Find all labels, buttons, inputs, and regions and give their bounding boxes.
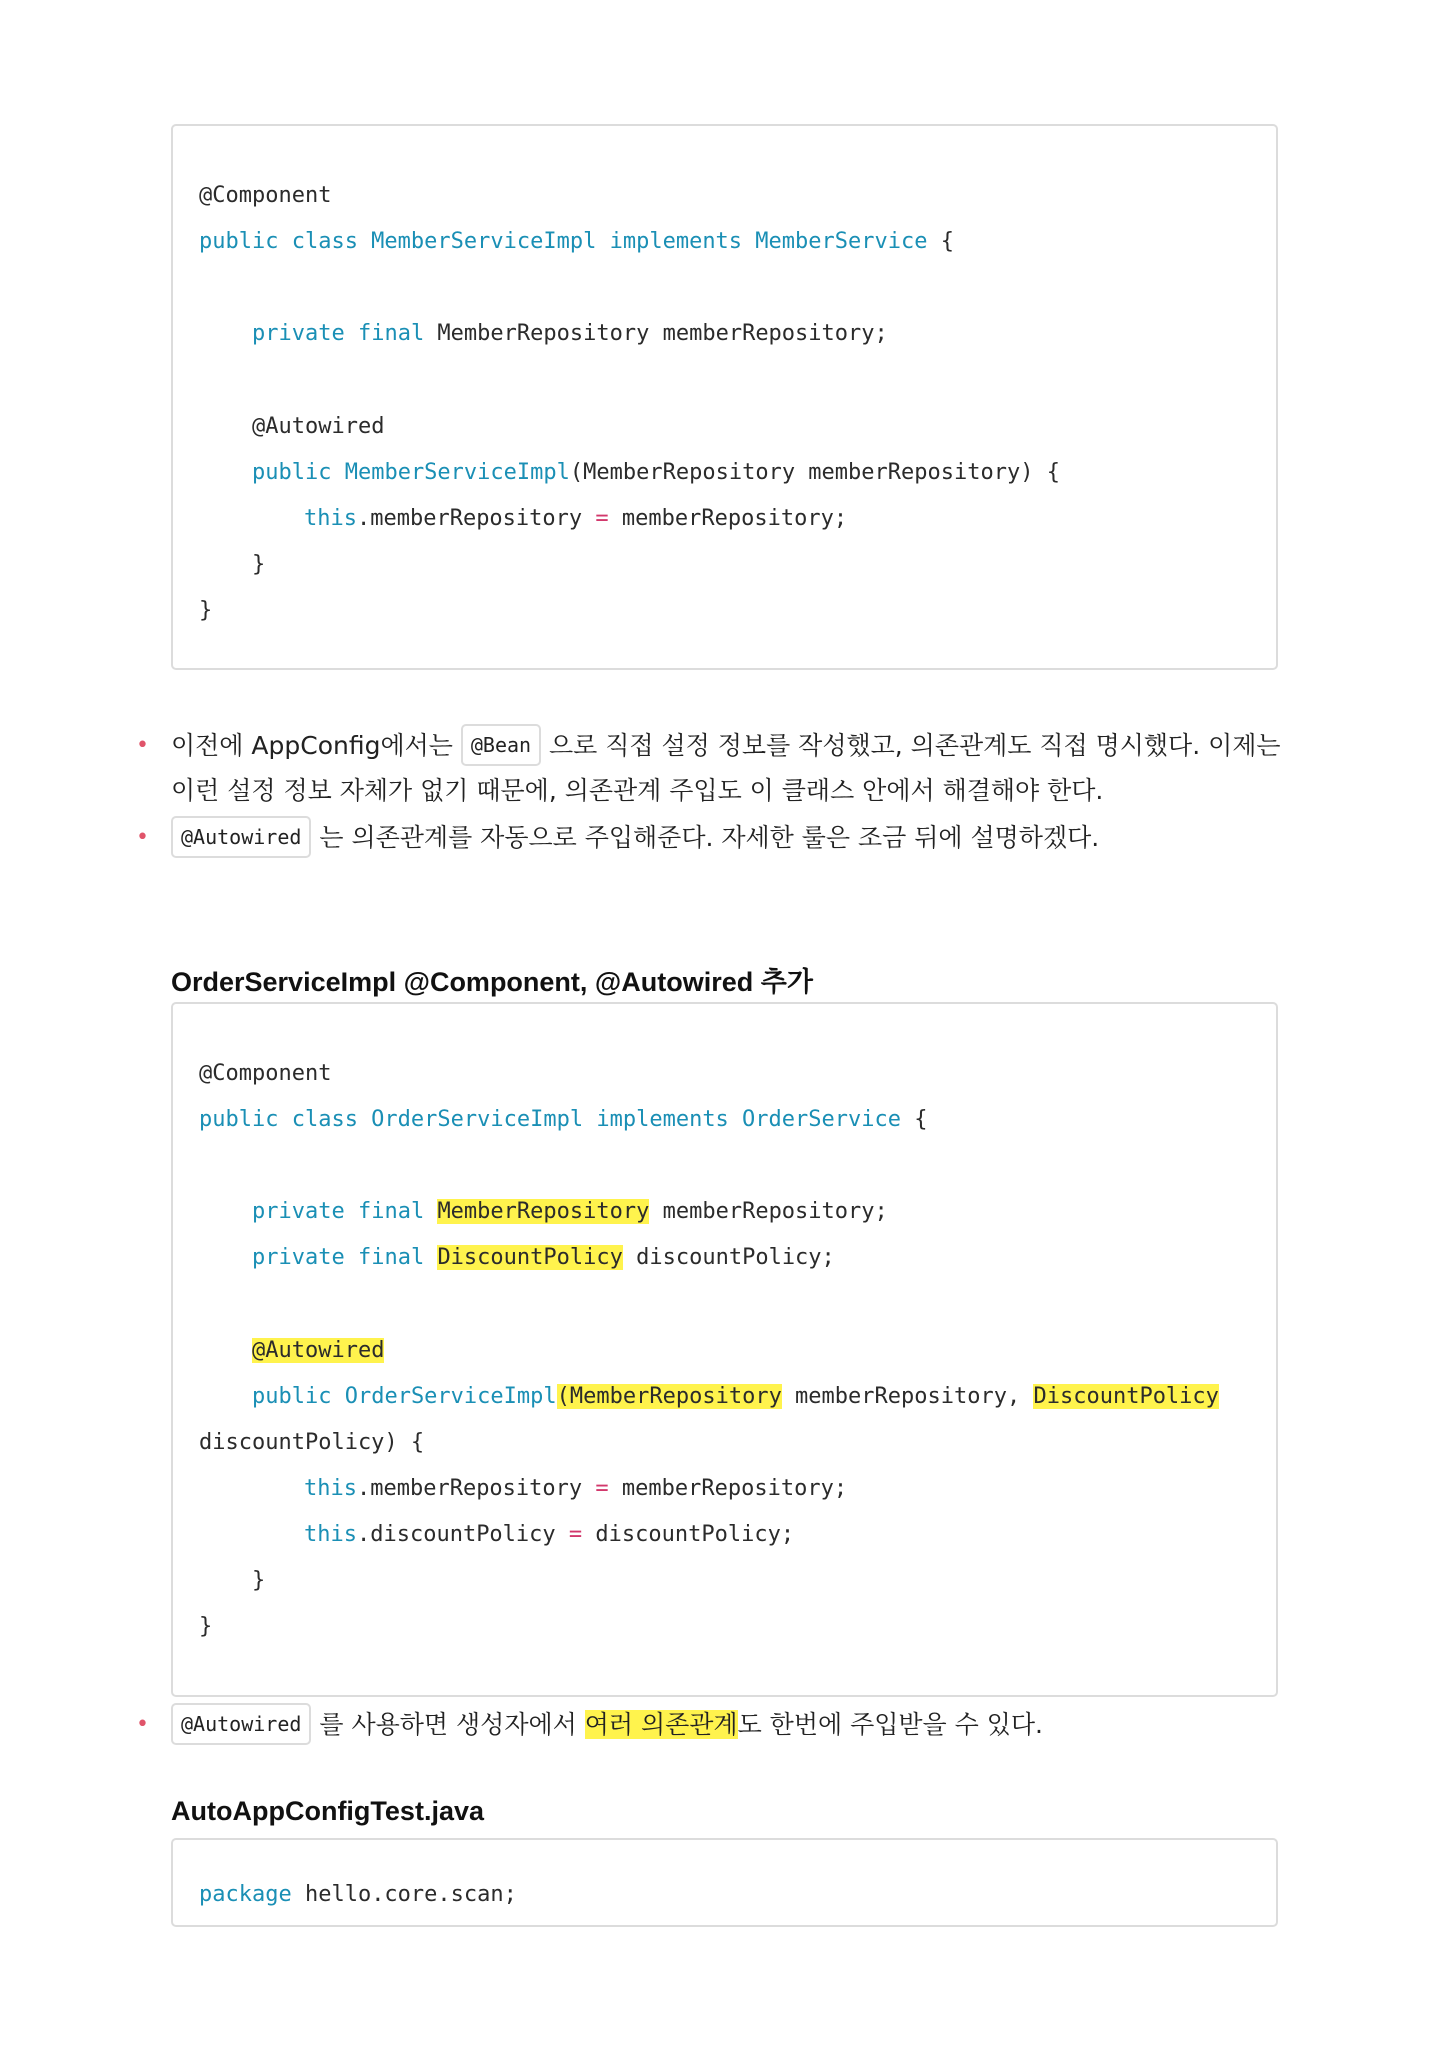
code-line xyxy=(252,548,265,582)
code-text: memberRepository, xyxy=(781,1384,1034,1409)
code-line xyxy=(252,1564,265,1598)
code-keyword: public OrderServiceImpl xyxy=(252,1384,557,1409)
code-text: MemberRepository memberRepository; xyxy=(424,321,888,346)
inline-code-autowired: @Autowired xyxy=(171,1703,311,1745)
code-line xyxy=(199,1426,424,1460)
code-keyword: private final xyxy=(252,321,425,346)
code-text: memberRepository; xyxy=(608,506,848,531)
code-line xyxy=(199,179,331,213)
code-highlight: MemberRepository xyxy=(437,1199,650,1224)
code-text: memberRepository; xyxy=(608,1476,848,1501)
bullet-dot: • xyxy=(136,825,149,850)
code-keyword: private final xyxy=(252,1199,425,1224)
code-text: discountPolicy; xyxy=(582,1522,795,1547)
code-operator: = xyxy=(595,1476,609,1501)
code-text: discountPolicy; xyxy=(622,1245,835,1270)
code-keyword: this xyxy=(304,1522,357,1547)
code-text: @Component xyxy=(199,183,332,208)
code-line xyxy=(252,1195,888,1229)
code-line xyxy=(199,594,212,628)
code-keyword: this xyxy=(304,1476,357,1501)
bullet-text: 이전에 AppConfig에서는 xyxy=(171,731,453,760)
bullet-text: 는 의존관계를 자동으로 주입해준다. 자세한 룰은 조금 뒤에 설명하겠다. xyxy=(319,823,1100,852)
bullet-text: 도 한번에 주입받을 수 있다. xyxy=(737,1710,1043,1739)
code-keyword: this xyxy=(304,506,357,531)
code-line xyxy=(199,1103,928,1137)
inline-code-autowired: @Autowired xyxy=(171,816,311,858)
code-text: @Autowired xyxy=(252,414,385,439)
code-text: .memberRepository xyxy=(356,1476,596,1501)
code-line xyxy=(252,1241,835,1275)
code-text: } xyxy=(199,1614,213,1639)
code-keyword: public class OrderServiceImpl implements OrderService xyxy=(199,1107,901,1132)
bullet-item-multiple-dependencies xyxy=(171,1703,1043,1747)
code-text: } xyxy=(199,598,213,623)
code-text: .discountPolicy xyxy=(356,1522,569,1547)
section-heading-auto-app-config-test: AutoAppConfigTest.java xyxy=(171,1796,484,1826)
code-highlight: @Autowired xyxy=(252,1338,385,1363)
code-operator: = xyxy=(568,1522,583,1547)
code-text: hello.core.scan; xyxy=(291,1882,517,1907)
section-heading-order-service-impl: OrderServiceImpl @Component, @Autowired 추가 xyxy=(171,967,813,997)
code-text: memberRepository; xyxy=(649,1199,888,1224)
bullet-text: 이런 설정 정보 자체가 없기 때문에, 의존관계 주입도 이 클래스 안에서 해결해야 한다. xyxy=(171,776,1104,805)
code-text: @Component xyxy=(199,1061,332,1086)
code-line xyxy=(199,1057,331,1091)
code-highlight: DiscountPolicy xyxy=(1033,1384,1219,1409)
bullet-item-continuation xyxy=(171,769,1103,813)
code-keyword: private final xyxy=(252,1245,425,1270)
code-text: { xyxy=(927,229,954,254)
bullet-text: 를 사용하면 생성자에서 xyxy=(319,1710,585,1739)
code-block-auto-app-config-test xyxy=(171,1838,1278,1927)
code-operator: = xyxy=(595,506,609,531)
code-keyword: public class MemberServiceImpl implements MemberService xyxy=(199,229,928,254)
code-block-member-service-impl xyxy=(171,124,1278,670)
code-text: (MemberRepository memberRepository) { xyxy=(569,460,1060,485)
code-line xyxy=(199,225,954,259)
code-line xyxy=(199,1878,517,1912)
inline-code-bean: @Bean xyxy=(461,724,541,766)
bullet-item-autowired xyxy=(171,816,1099,860)
code-line xyxy=(252,1380,1219,1414)
bullet-dot: • xyxy=(136,733,149,758)
text-highlight: 여러 의존관계 xyxy=(584,1710,738,1739)
code-line xyxy=(304,502,847,536)
bullet-text: 으로 직접 설정 정보를 작성했고, 의존관계도 직접 명시했다. 이제는 xyxy=(549,731,1281,760)
code-text: discountPolicy) { xyxy=(199,1430,425,1455)
code-line xyxy=(252,410,384,444)
code-keyword: public MemberServiceImpl xyxy=(252,460,570,485)
code-line xyxy=(199,1610,212,1644)
code-keyword: package xyxy=(199,1882,292,1907)
code-text: .memberRepository xyxy=(356,506,596,531)
bullet-item-bean xyxy=(171,724,1281,768)
code-highlight: DiscountPolicy xyxy=(437,1245,623,1270)
code-line xyxy=(252,317,888,351)
code-line xyxy=(304,1518,794,1552)
code-text: } xyxy=(252,1568,266,1593)
bullet-dot: • xyxy=(136,1712,149,1737)
code-line xyxy=(252,1334,384,1368)
code-block-order-service-impl xyxy=(171,1002,1278,1697)
code-text: { xyxy=(901,1107,928,1132)
code-text: } xyxy=(252,552,266,577)
code-line xyxy=(304,1472,847,1506)
code-highlight: (MemberRepository xyxy=(556,1384,782,1409)
code-line xyxy=(252,456,1060,490)
